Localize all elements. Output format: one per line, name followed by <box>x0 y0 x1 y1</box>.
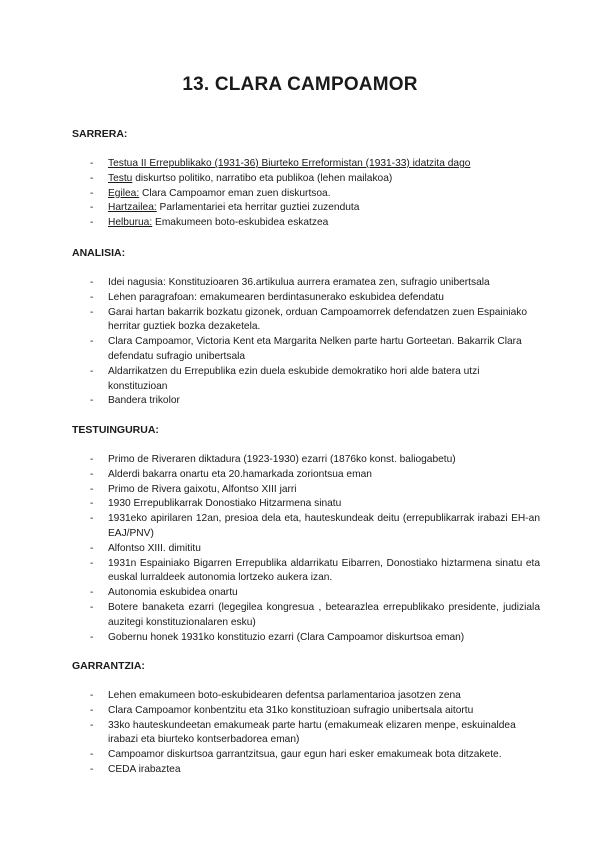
list-item: - 1930 Errepublikarrak Donostiako Hitzarmena sinatu <box>72 497 540 512</box>
list-item: - Aldarrikatzen du Errepublika ezin duela eskubide demokratiko hori alde batera utzi konstituzioan <box>72 365 540 395</box>
list-item: - Clara Campoamor konbentzitu eta 31ko konstituzioan sufragio unibertsala aitortu <box>72 704 540 719</box>
list-item: - Gobernu honek 1931ko konstituzio ezarri (Clara Campoamor diskurtsoa eman) <box>72 631 540 646</box>
list-item: - Idei nagusia: Konstituzioaren 36.artikulua aurrera eramatea zen, sufragio unibertsala <box>72 276 540 291</box>
section-heading: TESTUINGURUA: <box>72 424 159 436</box>
item-text: Emakumeen boto-eskubidea eskatzea <box>152 217 329 229</box>
bullet-list <box>72 276 540 409</box>
item-text: Testua II Errepublikako (1931-36) Biurteko Erreformistan (1931-33) idatzita dago <box>108 158 471 169</box>
page-title: 13. CLARA CAMPOAMOR <box>182 74 418 95</box>
item-label: Hartzailea: <box>108 202 157 214</box>
list-item <box>72 216 540 231</box>
list-item <box>72 187 540 202</box>
bullet-list <box>72 689 540 778</box>
section-heading: GARRANTZIA: <box>72 660 145 672</box>
section-sarrera <box>72 128 540 231</box>
list-item: - Autonomia eskubidea onartu <box>72 586 540 601</box>
item-label: Helburua: <box>108 217 153 229</box>
item-label: Egilea: <box>108 187 140 199</box>
item-text: Parlamentariei eta herritar guztiei zuzenduta <box>156 202 360 214</box>
list-item <box>72 157 540 172</box>
list-item <box>72 172 540 187</box>
item-text: Clara Campoamor eman zuen diskurtsoa. <box>139 187 331 199</box>
section-testuingurua <box>72 424 540 645</box>
list-item: - 33ko hauteskundeetan emakumeak parte hartu (emakumeak elizaren menpe, eskuinaldea irabazi eta biurteko kontserbadorea eman) <box>72 719 540 749</box>
list-item: - Alderdi bakarra onartu eta 20.hamarkada zoriontsua eman <box>72 468 540 483</box>
list-item: - Alfontso XIII. dimititu <box>72 542 540 557</box>
list-item: - Lehen emakumeen boto-eskubidearen defentsa parlamentarioa jasotzen zena <box>72 689 540 704</box>
list-item: - Lehen paragrafoan: emakumearen berdintasunerako eskubidea defendatu <box>72 291 540 306</box>
list-item: - Garai hartan bakarrik bozkatu gizonek, orduan Campoamorrek defendatzen zuen Espainiako herritar guztiek bozka dezaketela. <box>72 306 540 336</box>
list-item: - 1931n Espainiako Bigarren Errepublika aldarrikatu Eibarren, Donostiako hiztarmena sinatu eta euskal lurraldeek autonomia lortzeko aukera izan. <box>72 557 540 587</box>
list-item: - Primo de Riveraren diktadura (1923-1930) ezarri (1876ko konst. baliogabetu) <box>72 453 540 468</box>
list-item: - Botere banaketa ezarri (legegilea kongresua , betearazlea errepublikako presidente, judiziala auzitegi konstituzionalaren esku) <box>72 601 540 631</box>
list-item: - Primo de Rivera gaixotu, Alfontso XIII jarri <box>72 483 540 498</box>
bullet-list <box>72 157 540 231</box>
section-garrantzia <box>72 660 540 778</box>
section-heading: ANALISIA: <box>72 247 126 259</box>
section-heading: SARRERA: <box>72 128 128 140</box>
list-item: - Campoamor diskurtsoa garrantzitsua, gaur egun hari esker emakumeak bota ditzakete. <box>72 748 540 763</box>
list-item: - CEDA irabaztea <box>72 763 540 778</box>
list-item: - 1931eko apirilaren 12an, presioa dela eta, hauteskundeak deitu (errepublikarrak irabazi EH-an EAJ/PNV) <box>72 512 540 542</box>
list-item <box>72 201 540 216</box>
item-label: Testu <box>108 172 133 184</box>
item-text: diskurtso politiko, narratibo eta publikoa (lehen mailakoa) <box>132 172 393 184</box>
section-analisia <box>72 247 540 409</box>
bullet-list <box>72 453 540 645</box>
list-item: - Clara Campoamor, Victoria Kent eta Margarita Nelken parte hartu Gorteetan. Bakarrik Clara defendatu sufragio unibertsala <box>72 335 540 365</box>
list-item: - Bandera trikolor <box>72 394 540 409</box>
